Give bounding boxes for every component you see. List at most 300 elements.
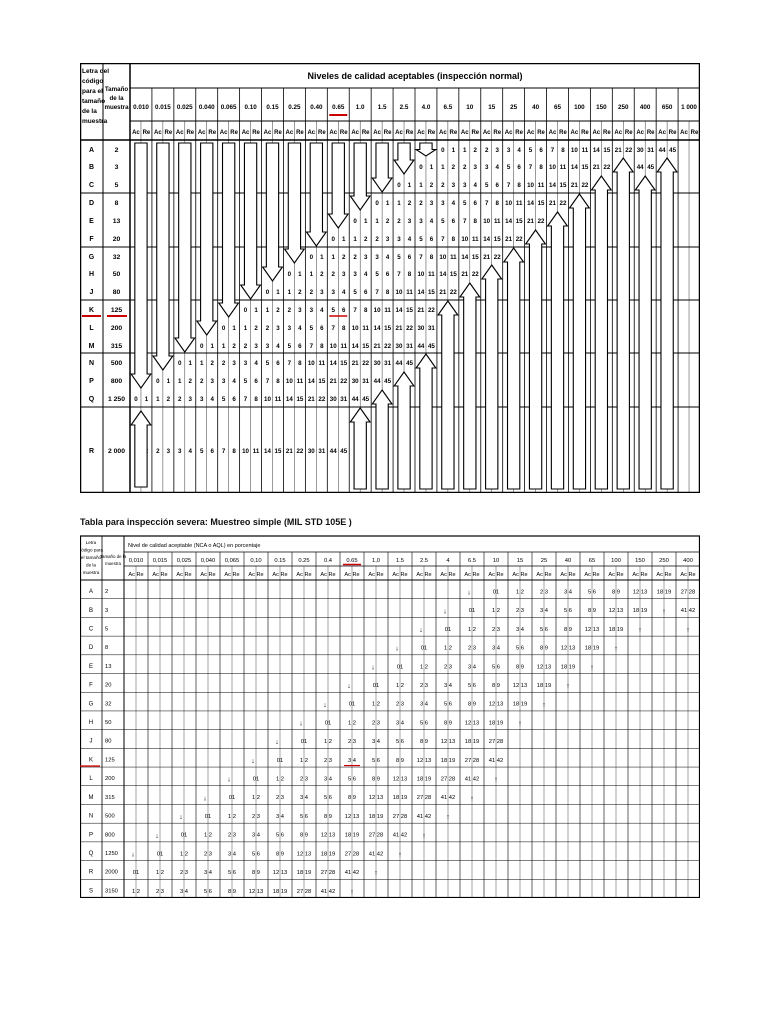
re-label: Re [252, 130, 260, 136]
cell-ac: 21 [505, 236, 513, 243]
cell-acre: 3 4 [419, 701, 429, 708]
up-mark: ↑ [422, 832, 426, 840]
cell-acre: 8 9 [539, 645, 549, 652]
up-mark: ↑ [542, 701, 546, 709]
ac-label: Ac [526, 130, 535, 136]
acre2-label: Ac Re [296, 572, 312, 578]
cell-re: 4 [495, 164, 499, 171]
cell-acre: 12 13 [488, 701, 504, 708]
cell-re: 6 [320, 325, 324, 332]
down-mark: ↓ [179, 814, 183, 822]
cell-re: 31 [647, 147, 655, 154]
cell-ac: 21 [373, 343, 381, 350]
re-label: Re [274, 130, 282, 136]
cell-acre: 12 13 [320, 832, 336, 839]
down-arrow [416, 143, 436, 156]
cell-re: 31 [427, 325, 435, 332]
acre2-label: Ac Re [248, 572, 264, 578]
cell-acre: 1 2 [227, 813, 237, 820]
row2-letter-S: S [88, 888, 94, 895]
cell-re: 8 [298, 360, 302, 367]
cell-acre: 3 4 [371, 739, 381, 746]
cell-01: 01 [444, 626, 452, 633]
cell-acre: 1 2 [131, 888, 141, 895]
acre2-label: Ac Re [536, 572, 552, 578]
cell-ac: 5 [528, 147, 533, 154]
up-arrow [613, 158, 633, 489]
re-label: Re [296, 130, 304, 136]
cell-ac: 14 [461, 254, 469, 261]
cell-acre: 41 42 [488, 757, 504, 764]
cell-ac: 21 [439, 289, 447, 296]
row2-size-A: 2 [105, 589, 109, 596]
down-mark: ↓ [131, 851, 135, 859]
aql-label-5: 0.10 [244, 104, 257, 111]
aql-label-9: 0.65 [332, 104, 345, 111]
row-size-D: 8 [114, 200, 119, 207]
aql2-label-1: 0,015 [152, 558, 168, 564]
letter-header-line: Letra [85, 540, 97, 545]
cell-acre: 5 6 [299, 813, 309, 820]
cell-re: 31 [384, 360, 392, 367]
row-size-J: 80 [112, 289, 121, 296]
re-label: Re [559, 130, 567, 136]
cell-acre: 1 2 [179, 851, 189, 858]
cell-ac: 10 [461, 236, 469, 243]
cell-re: 6 [254, 378, 258, 385]
up-mark: ↑ [446, 814, 450, 822]
aql-label-8: 0.40 [310, 104, 323, 111]
re-label: Re [690, 130, 699, 136]
cell-01: 01 [348, 701, 356, 708]
cell-ac: 1 [309, 271, 314, 278]
cell-ac: 5 [265, 360, 270, 367]
acre2-label: Ac Re [680, 572, 696, 578]
cell-ac: 7 [528, 164, 533, 171]
cell-re: 11 [493, 218, 501, 225]
acre2-label: Ac Re [344, 572, 360, 578]
cell-re: 6 [342, 307, 346, 314]
cell-ac: 0 [243, 307, 248, 314]
cell-re: 8 [342, 325, 346, 332]
row2-size-N: 500 [105, 813, 115, 820]
cell-acre: 8 9 [347, 795, 357, 802]
cell-re: 3 [320, 289, 324, 296]
up-arrow [548, 212, 568, 489]
up-arrow [372, 390, 392, 489]
cell-ac: 2 [441, 182, 445, 189]
up-mark: ↑ [518, 720, 522, 728]
cell-ac: 14 [527, 200, 534, 207]
cell-acre: 5 6 [323, 795, 333, 802]
cell-ac: 44 [329, 448, 337, 455]
cell-ac: 1 [441, 164, 445, 171]
ac-label: Ac [132, 130, 140, 136]
aql-label-13: 4.0 [421, 104, 431, 111]
cell-acre: 2 3 [323, 757, 333, 764]
cell-01: 01 [468, 608, 476, 615]
table1-title: Niveles de calidad aceptables (inspección normal) [307, 71, 523, 81]
row2-letter-N: N [88, 813, 94, 820]
cell-re: 4 [210, 396, 214, 403]
cell-re: 8 [429, 254, 434, 261]
acre2-label: Ac Re [320, 572, 336, 578]
acre2-label: Ac Re [488, 572, 504, 578]
down-arrow [394, 143, 414, 174]
cell-ac: 14 [373, 325, 381, 332]
cell-re: 11 [428, 271, 435, 278]
cell-ac: 0 [375, 200, 379, 207]
ac-label: Ac [680, 130, 688, 136]
cell-ac: 1 [265, 307, 270, 314]
row-size-E: 13 [112, 218, 121, 225]
cell-acre: 18 19 [512, 701, 528, 708]
row-size-H: 50 [112, 271, 121, 278]
cell-re: 1 [342, 236, 346, 243]
cell-ac: 0 [331, 236, 335, 243]
ac-label: Ac [439, 130, 447, 136]
cell-acre: 18 19 [440, 757, 456, 764]
aql-label-25: 1 000 [681, 104, 697, 111]
acre2-label: Ac Re [560, 572, 576, 578]
cell-ac: 1 [178, 378, 182, 385]
re-label: Re [164, 130, 173, 136]
cell-ac: 5 [353, 289, 357, 296]
cell-acre: 18 19 [632, 608, 648, 615]
aql2-label-11: 1.5 [395, 558, 405, 564]
acre2-label: Ac Re [656, 572, 672, 578]
cell-acre: 41 42 [440, 795, 456, 802]
cell-ac: 1 [419, 182, 423, 189]
cell-re: 3 [451, 182, 456, 189]
cell-ac: 2 [199, 378, 204, 385]
cell-re: 2 [385, 218, 390, 225]
cell-acre: 12 13 [536, 664, 552, 671]
cell-acre: 8 9 [419, 739, 429, 746]
cell-ac: 0 [199, 343, 204, 350]
acre2-label: Ac Re [512, 572, 528, 578]
row-letter-J: J [89, 289, 94, 296]
ac-label: Ac [548, 130, 557, 136]
cell-ac: 5 [287, 343, 292, 350]
ac-label: Ac [395, 130, 403, 136]
cell-acre: 1 2 [467, 626, 477, 633]
cell-acre: 12 13 [632, 589, 648, 596]
row2-letter-H: H [88, 720, 94, 727]
cell-re: 22 [537, 218, 545, 225]
cell-acre: 12 13 [248, 888, 264, 895]
cell-acre: 27 28 [440, 776, 456, 783]
cell-re: 2 [166, 396, 171, 403]
up-mark: ↑ [398, 851, 402, 859]
cell-ac: 2 [397, 218, 401, 225]
cell-acre: 12 13 [584, 626, 600, 633]
cell-acre: 18 19 [368, 813, 384, 820]
row-letter-G: G [88, 254, 95, 261]
re-label: Re [405, 130, 414, 136]
cell-re: 22 [515, 236, 523, 243]
down-arrow [372, 143, 392, 192]
cell-ac: 1 [331, 254, 335, 261]
cell-re: 31 [318, 448, 326, 455]
row-size-Q: 1 250 [107, 396, 126, 403]
cell-acre: 18 19 [536, 682, 552, 689]
cell-ac: 21 [527, 218, 534, 225]
cell-ac: 21 [614, 147, 622, 154]
cell-ac: 7 [484, 200, 489, 207]
cell-ac: 5 [309, 325, 314, 332]
down-mark: ↓ [419, 627, 423, 635]
cell-re: 11 [296, 378, 304, 385]
row2-size-R: 2000 [105, 869, 118, 876]
cell-acre: 8 9 [323, 813, 333, 820]
cell-ac: 2 [484, 147, 489, 154]
down-mark: ↓ [395, 645, 399, 653]
cell-acre: 41 42 [368, 851, 384, 858]
cell-ac: 7 [397, 271, 401, 278]
cell-01: 01 [276, 757, 284, 764]
cell-ac: 10 [242, 448, 249, 455]
letter-header-line: código para [80, 547, 104, 553]
ac-label: Ac [263, 130, 272, 136]
cell-ac: 10 [439, 254, 447, 261]
down-mark: ↓ [227, 776, 231, 784]
cell-ac: 30 [395, 343, 403, 350]
cell-re: 45 [340, 448, 348, 455]
cell-ac: 7 [331, 325, 335, 332]
cell-acre: 18 19 [584, 645, 600, 652]
cell-acre: 8 9 [491, 682, 501, 689]
cell-re: 2 [320, 271, 324, 278]
cell-ac: 10 [373, 307, 381, 314]
cell-ac: 30 [373, 360, 381, 367]
down-mark: ↓ [347, 683, 351, 691]
up-mark: ↑ [350, 888, 354, 896]
cell-re: 31 [362, 378, 370, 385]
cell-acre: 2 3 [467, 645, 477, 652]
cell-ac: 5 [441, 218, 445, 225]
cell-re: 6 [385, 271, 390, 278]
cell-acre: 18 19 [656, 589, 672, 596]
re-label: Re [427, 130, 436, 136]
cell-re: 6 [473, 200, 478, 207]
aql2-label-17: 25 [540, 558, 548, 564]
cell-ac: 7 [353, 307, 357, 314]
acre2-label: Ac Re [128, 572, 144, 578]
aql2-label-18: 40 [564, 558, 572, 564]
table2-border [81, 536, 700, 898]
up-arrow [570, 194, 590, 489]
cell-re: 22 [581, 182, 589, 189]
cell-acre: 3 4 [275, 813, 285, 820]
cell-acre: 3 4 [251, 832, 261, 839]
cell-acre: 8 9 [227, 888, 237, 895]
cell-re: 3 [429, 200, 434, 207]
cell-acre: 2 3 [515, 608, 525, 615]
row2-letter-P: P [88, 832, 94, 839]
cell-ac: 30 [307, 448, 315, 455]
cell-re: 3 [188, 396, 193, 403]
cell-ac: 3 [484, 164, 489, 171]
cell-acre: 12 13 [608, 608, 624, 615]
cell-ac: 2 [375, 236, 379, 243]
cell-ac: 10 [527, 182, 534, 189]
up-mark: ↑ [662, 608, 666, 616]
row2-size-M: 315 [105, 794, 115, 801]
cell-ac: 5 [375, 271, 379, 278]
cell-ac: 21 [395, 325, 403, 332]
cell-re: 6 [429, 236, 434, 243]
cell-acre: 3 4 [515, 626, 525, 633]
cell-acre: 1 2 [443, 645, 453, 652]
cell-ac: 2 [353, 254, 357, 261]
up-mark: ↑ [638, 627, 642, 635]
cell-ac: 3 [353, 271, 357, 278]
cell-ac: 3 [221, 378, 226, 385]
cell-ac: 0 [441, 147, 445, 154]
re-label: Re [537, 130, 545, 136]
aql2-label-20: 100 [611, 558, 621, 564]
cell-re: 8 [495, 200, 499, 207]
aql2-label-23: 400 [683, 558, 693, 564]
cell-re: 8 [539, 164, 543, 171]
size-header-line: muestra [105, 561, 121, 566]
cell-re: 22 [603, 164, 611, 171]
cell-re: 6 [298, 343, 302, 350]
size-header-line: de la [109, 95, 124, 102]
row2-size-D: 8 [105, 645, 109, 652]
cell-acre: 1 2 [371, 701, 381, 708]
up-arrow [657, 158, 677, 489]
severe-inspection-table [80, 514, 700, 898]
re-label: Re [208, 130, 217, 136]
aql2-label-0: 0,010 [128, 558, 144, 564]
cell-ac: 7 [506, 182, 511, 189]
cell-re: 8 [320, 343, 324, 350]
cell-acre: 3 4 [539, 608, 549, 615]
cell-acre: 8 9 [299, 832, 309, 839]
cell-acre: 2 3 [395, 701, 405, 708]
cell-acre: 41 42 [680, 608, 696, 615]
up-arrow [460, 283, 480, 489]
down-arrow [285, 143, 305, 263]
letter-header-line: de la [86, 562, 96, 568]
aql-label-20: 100 [574, 104, 585, 111]
cell-acre: 18 19 [392, 795, 408, 802]
cell-01: 01 [372, 682, 380, 689]
cell-ac: 2 [178, 396, 182, 403]
aql-label-10: 1.0 [355, 104, 365, 111]
size-header-line: muestra [104, 104, 129, 111]
cell-ac: 2 [156, 448, 160, 455]
cell-re: 6 [276, 360, 280, 367]
up-mark: ↑ [686, 627, 690, 635]
cell-ac: 2 [309, 289, 314, 296]
cell-re: 3 [210, 378, 214, 385]
re-label: Re [449, 130, 458, 136]
cell-re: 15 [362, 343, 370, 350]
row-size-F: 20 [112, 236, 121, 243]
cell-re: 3 [407, 218, 412, 225]
cell-acre: 8 9 [611, 589, 621, 596]
cell-re: 4 [342, 289, 346, 296]
size-header-line: Tamaño de la [99, 554, 127, 559]
cell-ac: 5 [199, 448, 204, 455]
cell-re: 4 [385, 254, 390, 261]
up-arrow [394, 372, 414, 489]
cell-re: 8 [517, 182, 521, 189]
row2-size-J: 80 [105, 738, 112, 745]
cell-01: 01 [252, 776, 260, 783]
cell-acre: 2 3 [299, 776, 309, 783]
cell-re: 11 [559, 164, 567, 171]
acre2-label: Ac Re [608, 572, 624, 578]
cell-re: 15 [537, 200, 545, 207]
cell-01: 01 [132, 870, 140, 877]
cell-ac: 10 [329, 343, 337, 350]
up-mark: ↑ [614, 645, 618, 653]
cell-ac: 0 [265, 289, 270, 296]
re-label: Re [471, 130, 480, 136]
cell-re: 22 [406, 325, 413, 332]
cell-ac: 21 [570, 182, 578, 189]
cell-ac: 30 [636, 147, 644, 154]
cell-ac: 5 [243, 378, 248, 385]
cell-ac: 5 [331, 307, 335, 314]
cell-ac: 10 [483, 218, 491, 225]
acre2-label: Ac Re [584, 572, 600, 578]
cell-acre: 12 13 [440, 739, 456, 746]
row-letter-A: A [88, 147, 95, 154]
cell-re: 8 [276, 378, 280, 385]
cell-ac: 0 [287, 271, 292, 278]
cell-re: 3 [473, 164, 478, 171]
cell-acre: 12 13 [344, 813, 360, 820]
cell-ac: 0 [178, 360, 182, 367]
row-size-M: 315 [110, 343, 123, 350]
cell-re: 15 [603, 147, 611, 154]
cell-re: 11 [450, 254, 457, 261]
ac-label: Ac [197, 130, 206, 136]
cell-acre: 8 9 [515, 664, 525, 671]
row2-letter-G: G [88, 701, 94, 708]
cell-acre: 27 28 [464, 757, 480, 764]
cell-ac: 44 [658, 147, 666, 154]
severe-inspection-grid [80, 514, 700, 898]
cell-re: 11 [318, 360, 326, 367]
cell-re: 1 [210, 343, 214, 350]
cell-acre: 18 19 [320, 851, 336, 858]
aql2-label-14: 6.5 [467, 558, 477, 564]
cell-ac: 2 [221, 360, 226, 367]
title-suffix: : Muestreo simple (MIL STD 105E ) [204, 517, 352, 527]
cell-re: 1 [320, 254, 324, 261]
cell-acre: 2 3 [179, 870, 189, 877]
cell-ac: 21 [483, 254, 491, 261]
aql-label-24: 650 [661, 104, 673, 111]
ac-label: Ac [482, 130, 491, 136]
cell-re: 22 [471, 271, 479, 278]
cell-re: 15 [449, 271, 457, 278]
cell-ac: 0 [221, 325, 226, 332]
cell-ac: 7 [550, 147, 555, 154]
cell-ac: 3 [265, 343, 270, 350]
cell-ac: 1 [199, 360, 204, 367]
cell-ac: 1 [463, 147, 467, 154]
cell-ac: 7 [463, 218, 467, 225]
ac-label: Ac [219, 130, 228, 136]
cell-re: 2 [276, 307, 280, 314]
